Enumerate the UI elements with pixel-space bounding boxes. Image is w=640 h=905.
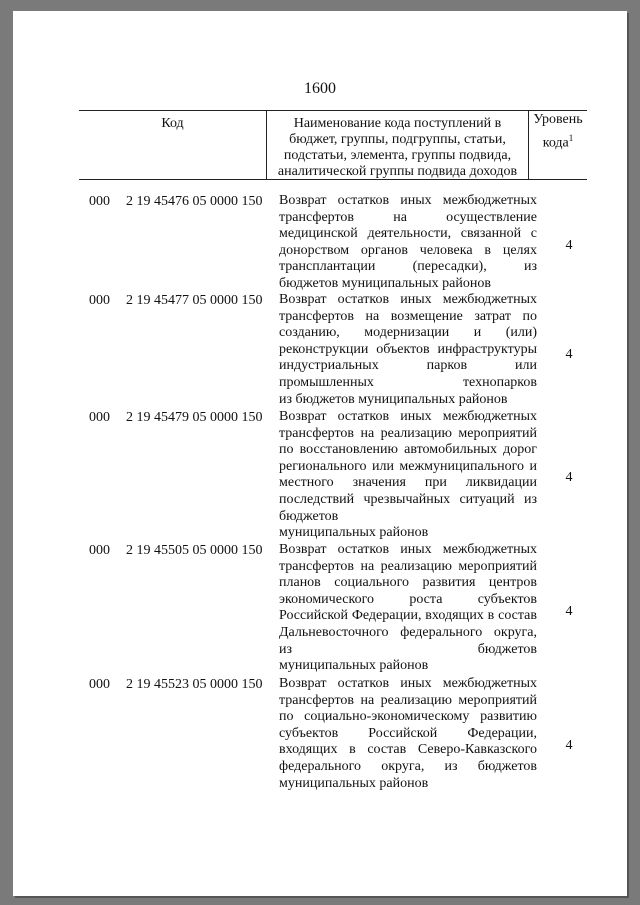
document-page bbox=[13, 11, 627, 896]
header-name: Наименование кода поступлений в бюджет, группы, подгруппы, статьи, подстатьи, элемента, группы подвида, аналитической группы подвида доходов bbox=[267, 111, 529, 179]
row-level: 4 bbox=[565, 347, 573, 362]
row-group: 000 bbox=[89, 293, 110, 308]
row-name-last: из бюджетов муниципальных районов bbox=[279, 391, 508, 407]
row-name-main: Возврат остатков иных межбюджетных трансфертов на реализацию мероприятий планов социального развития центров экономического роста субъектов Российской Федерации, входящих в состав Дальневосточного федерального округа, из бюджетов bbox=[279, 542, 537, 657]
row-name-main: Возврат остатков иных межбюджетных трансфертов на осуществление медицинской деятельности, связанной с донорством органов человека в целях трансплантации (пересадки), из bbox=[279, 193, 537, 275]
row-group: 000 bbox=[89, 543, 110, 558]
header-level bbox=[529, 111, 587, 179]
row-code: 2 19 45477 05 0000 150 bbox=[126, 293, 263, 308]
header-code: Код bbox=[79, 111, 267, 179]
table-header bbox=[79, 110, 587, 180]
row-group: 000 bbox=[89, 677, 110, 692]
row-code: 2 19 45476 05 0000 150 bbox=[126, 194, 263, 209]
row-code: 2 19 45479 05 0000 150 bbox=[126, 410, 263, 425]
row-name bbox=[279, 676, 537, 792]
row-name-last: муниципальных районов bbox=[279, 775, 429, 791]
header-level-footnote: 1 bbox=[568, 133, 574, 143]
header-level-label: Уровень кода bbox=[533, 112, 583, 151]
row-name-last: муниципальных районов bbox=[279, 658, 429, 674]
row-group: 000 bbox=[89, 194, 110, 209]
row-name bbox=[279, 409, 537, 542]
row-level: 4 bbox=[565, 738, 573, 753]
row-name-last: бюджетов муниципальных районов bbox=[279, 275, 491, 291]
page-number: 1600 bbox=[304, 80, 336, 97]
row-name-main: Возврат остатков иных межбюджетных трансфертов на реализацию мероприятий по социально-экономическому развитию субъектов Российской Федерации, входящих в состав Северо-Кавказского федерального округа, из бюджетов bbox=[279, 676, 537, 774]
row-name bbox=[279, 292, 537, 408]
row-name-last: муниципальных районов bbox=[279, 525, 429, 541]
row-code: 2 19 45523 05 0000 150 bbox=[126, 677, 263, 692]
row-level: 4 bbox=[565, 470, 573, 485]
row-group: 000 bbox=[89, 410, 110, 425]
row-name-main: Возврат остатков иных межбюджетных трансфертов на реализацию мероприятий по восстановлению автомобильных дорог регионального или межмуниципального и местного значения при ликвидации последствий чрезвычайных ситуаций из бюджетов bbox=[279, 409, 537, 524]
row-name-main: Возврат остатков иных межбюджетных трансфертов на возмещение затрат по созданию, модернизации и (или) реконструкции объектов инфраструктуры индустриальных парков или промышленных технопарков bbox=[279, 292, 537, 390]
row-level: 4 bbox=[565, 238, 573, 253]
row-name bbox=[279, 193, 537, 293]
row-name bbox=[279, 542, 537, 675]
row-code: 2 19 45505 05 0000 150 bbox=[126, 543, 263, 558]
row-level: 4 bbox=[565, 604, 573, 619]
